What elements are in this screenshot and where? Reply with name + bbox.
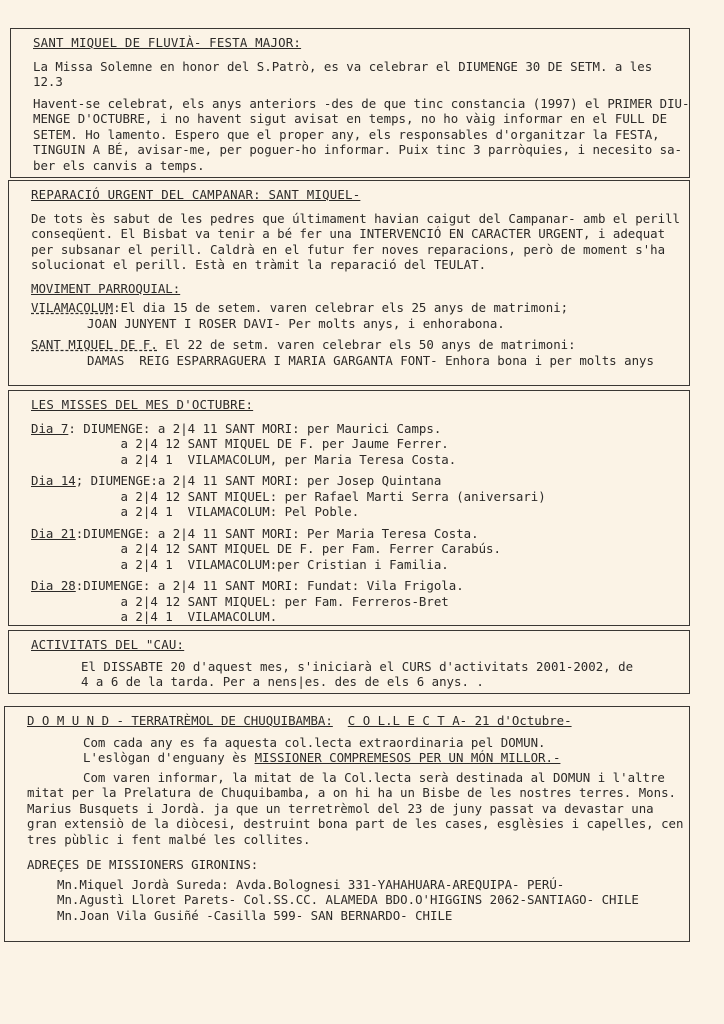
mass-line: a 2|4 12 SANT MIQUEL DE F. per Fam. Ferrer Carabús. — [31, 541, 501, 556]
mass-line: Dia 7: DIUMENGE: a 2|4 11 SANT MORI: per Maurici Camps. — [31, 420, 442, 436]
couple-names: DAMAS REIG ESPARRAGUERA I MARIA GARGANTA FONT- Enhora bona i per molts anys — [87, 352, 654, 368]
address-line: Mn.Agustì Lloret Parets- Col.SS.CC. ALAMEDA BDO.O'HIGGINS 2062-SANTIAGO- CHILE — [57, 892, 639, 907]
mass-line: a 2|4 12 SANT MIQUEL DE F. per Jaume Ferrer. — [31, 436, 449, 451]
text-line: tres pùblic i fent malbé les collites. — [27, 831, 311, 847]
mass-day — [31, 421, 679, 468]
event-line — [31, 337, 679, 353]
section-title: REPARACIÓ URGENT DEL CAMPANAR: SANT MIQUEL- — [31, 187, 361, 202]
mass-line: Dia 14; DIUMENGE:a 2|4 11 SANT MORI: per Josep Quintana — [31, 473, 442, 488]
text-line: Com varen informar, la mitat de la Col.lecta serà destinada al DOMUN i l'altre — [83, 769, 665, 785]
text-line: MENGE D'OCTUBRE, i no havent sigut avisat en temps, no ho vàig informar en el FULL DE — [33, 111, 668, 126]
slogan: MISSIONER COMPREMESOS PER UN MÓN MILLOR.- — [254, 750, 561, 765]
section-title: LES MISSES DEL MES D'OCTUBRE: — [31, 397, 254, 412]
section-festa-major — [10, 28, 690, 178]
section-title — [27, 713, 679, 729]
day-label: Dia 21 — [31, 525, 76, 541]
paragraph — [31, 211, 679, 273]
day-label: Dia 28 — [31, 578, 76, 593]
section-domund — [4, 706, 690, 942]
section-misses — [8, 390, 690, 626]
text-line: Havent-se celebrat, els anys anteriors -des de que tinc constancia (1997) el PRIMER DIU- — [33, 95, 690, 111]
mass-day — [31, 473, 679, 520]
text-line: per subsanar el perill. Caldrà en el futur fer noves reparacions, però de moment s'ha — [31, 241, 666, 257]
event-text: El 22 de setm. varen celebrar els 50 anys de matrimoni: — [157, 337, 576, 352]
collecta-label: C O L.L E C T A- 21 d'Octubre- — [347, 713, 572, 728]
text-line: El DISSABTE 20 d'aquest mes, s'iniciarà el CURS d'activitats 2001-2002, de — [81, 658, 634, 674]
mass-line: a 2|4 12 SANT MIQUEL: per Fam. Ferreros-Bret — [31, 593, 449, 609]
domund-title: D O M U N D - TERRATRÈMOL DE CHUQUIBAMBA: — [27, 713, 333, 728]
section-cau — [8, 630, 690, 694]
text-line: L'eslògan d'enguany ès MISSIONER COMPREMESOS PER UN MÓN MILLOR.- — [83, 750, 561, 765]
section-campanar — [8, 180, 690, 386]
section-title: SANT MIQUEL DE FLUVIÀ- FESTA MAJOR: — [33, 35, 302, 50]
section-title: ACTIVITATS DEL "CAU: — [31, 637, 185, 652]
mass-line: a 2|4 1 VILAMACOLUM:per Cristian i Familia. — [31, 556, 449, 572]
mass-day — [31, 578, 679, 625]
paragraph: La Missa Solemne en honor del S.Patrò, es va celebrar el DIUMENGE 30 DE SETM. a les 12.3 — [33, 58, 653, 89]
text-line: ber els canvis a temps. — [33, 157, 205, 173]
text-line: Marius Busquets i Jordà. ja que un terretrèmol del 23 de juny passat va devastar una — [27, 800, 654, 816]
text-line: SETEM. Ho lamento. Espero que el proper any, els responsables d'organitzar la FESTA, — [33, 126, 660, 142]
mass-line: Dia 21:DIUMENGE: a 2|4 11 SANT MORI: Per Maria Teresa Costa. — [31, 525, 479, 541]
address-line: Mn.Miquel Jordà Sureda: Avda.Bolognesi 331-YAHAHUARA-AREQUIPA- PERÚ- — [57, 876, 565, 892]
text-line: solucionat el perill. Està en tràmit la reparació del TEULAT. — [31, 257, 487, 272]
paragraph — [27, 769, 684, 848]
text-line: mitat per la Prelatura de Chuquibamba, a on hi ha un Bisbe de les nostres terres. Mons. — [27, 785, 677, 800]
mass-line: a 2|4 1 VILAMACOLUM: Pel Poble. — [31, 504, 360, 519]
mass-line: a 2|4 1 VILAMACOLUM, per Maria Teresa Costa. — [31, 451, 457, 467]
day-label: Dia 7 — [31, 420, 69, 436]
event-line — [31, 300, 679, 316]
mass-line: a 2|4 1 VILAMACOLUM. — [31, 609, 278, 624]
mass-day — [31, 526, 679, 573]
mass-line: a 2|4 12 SANT MIQUEL: per Rafael Marti Serra (aniversari) — [31, 488, 546, 504]
text-line: Com cada any es fa aquesta col.lecta extraordinaria pel DOMUN. — [83, 734, 546, 750]
subheading: ADREÇES DE MISSIONERS GIRONINS: — [27, 857, 259, 872]
text-line: conseqüent. El Bisbat va tenir a bé fer una INTERVENCIÓ EN CARACTER URGENT, i adequat — [31, 226, 666, 241]
place-name: SANT MIQUEL DE F. — [31, 337, 158, 352]
couple-names: JOAN JUNYENT I ROSER DAVI- Per molts anys, i enhorabona. — [87, 315, 505, 331]
address-line: Mn.Joan Vila Gusiñé -Casilla 599- SAN BERNARDO- CHILE — [57, 907, 453, 923]
text-line: gran extensiò de la diòcesi, destruint bona part de les cases, esglèsies i capelles, cen — [27, 816, 684, 831]
paragraph — [33, 95, 690, 174]
subheading: MOVIMENT PARROQUIAL: — [31, 280, 181, 296]
text-line: TINGUIN A BÉ, avisar-me, per poguer-ho informar. Puix tinc 3 parròquies, i necesito sa- — [33, 142, 683, 157]
mass-line: Dia 28:DIUMENGE: a 2|4 11 SANT MORI: Fundat: Vila Frigola. — [31, 578, 464, 593]
place-name: VILAMACOLUM — [31, 300, 114, 315]
day-label: Dia 14 — [31, 473, 76, 488]
text-line: De tots ès sabut de les pedres que últimament havian caigut del Campanar- amb el perill — [31, 210, 681, 226]
event-text: :El dia 15 de setem. varen celebrar els 25 anys de matrimoni; — [113, 300, 569, 315]
text-line: 4 a 6 de la tarda. Per a nens|es. des de els 6 anys. . — [81, 674, 484, 689]
